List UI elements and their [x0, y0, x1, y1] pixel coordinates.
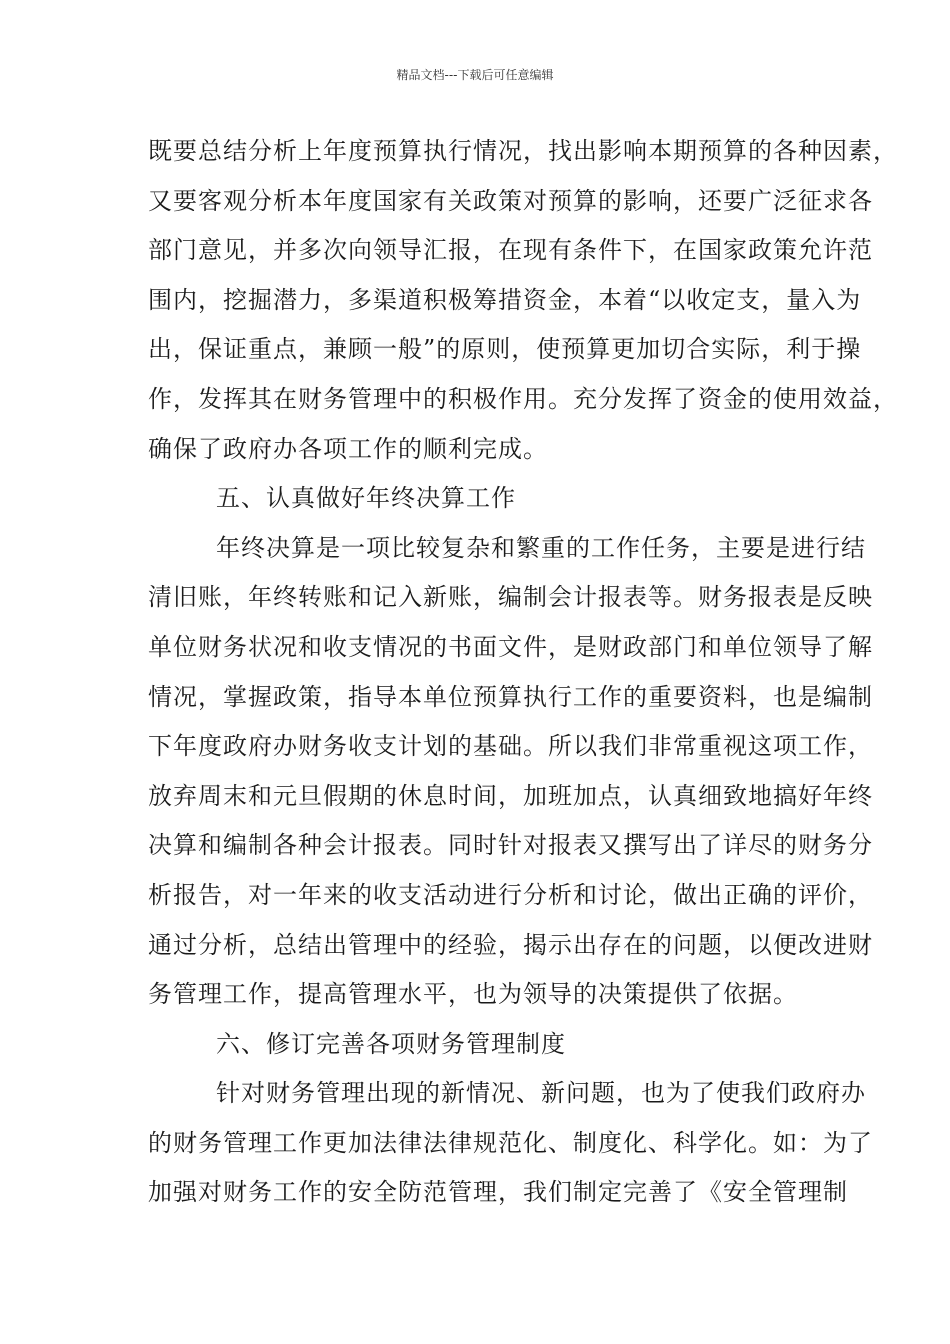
body-line: 年终决算是一项比较复杂和繁重的工作任务，主要是进行结 [216, 533, 866, 562]
body-line: 单位财务状况和收支情况的书面文件，是财政部门和单位领导了解 [148, 632, 873, 661]
body-line: 又要客观分析本年度国家有关政策对预算的影响，还要广泛征求各 [148, 186, 873, 215]
body-line: 既要总结分析上年度预算执行情况，找出影响本期预算的各种因素， [148, 137, 898, 165]
body-line: 通过分析，总结出管理中的经验，揭示出存在的问题，以便改进财 [148, 930, 873, 959]
body-line: 出，保证重点，兼顾一般”的原则，使预算更加切合实际，利于操 [148, 335, 862, 364]
body-line: 务管理工作，提高管理水平，也为领导的决策提供了依据。 [148, 980, 798, 1009]
body-line: 下年度政府办财务收支计划的基础。所以我们非常重视这项工作， [148, 732, 873, 761]
body-line: 放弃周末和元旦假期的休息时间，加班加点，认真细致地搞好年终 [148, 781, 873, 810]
body-line: 确保了政府办各项工作的顺利完成。 [148, 434, 548, 463]
body-line: 决算和编制各种会计报表。同时针对报表又撰写出了详尽的财务分 [148, 831, 873, 860]
page-header: 精品文档---下载后可任意编辑 [396, 68, 554, 82]
body-line: 情况，掌握政策，指导本单位预算执行工作的重要资料，也是编制 [148, 682, 873, 711]
section-heading-6: 六、修订完善各项财务管理制度 [216, 1029, 566, 1058]
body-line: 部门意见，并多次向领导汇报，在现有条件下，在国家政策允许范 [148, 236, 873, 265]
body-line: 加强对财务工作的安全防范管理，我们制定完善了《安全管理制 [148, 1178, 848, 1207]
body-line: 清旧账，年终转账和记入新账，编制会计报表等。财务报表是反映 [148, 583, 873, 612]
section-heading-5: 五、认真做好年终决算工作 [216, 484, 516, 513]
body-line: 的财务管理工作更加法律法律规范化、制度化、科学化。如：为了 [148, 1128, 873, 1157]
document-body [148, 127, 898, 1218]
body-line: 针对财务管理出现的新情况、新问题，也为了使我们政府办 [216, 1079, 866, 1108]
body-line: 围内，挖掘潜力，多渠道积极筹措资金，本着“以收定支，量入为 [148, 285, 862, 314]
body-line: 析报告，对一年来的收支活动进行分析和讨论，做出正确的评价， [148, 880, 873, 909]
body-line: 作，发挥其在财务管理中的积极作用。充分发挥了资金的使用效益， [148, 384, 898, 413]
